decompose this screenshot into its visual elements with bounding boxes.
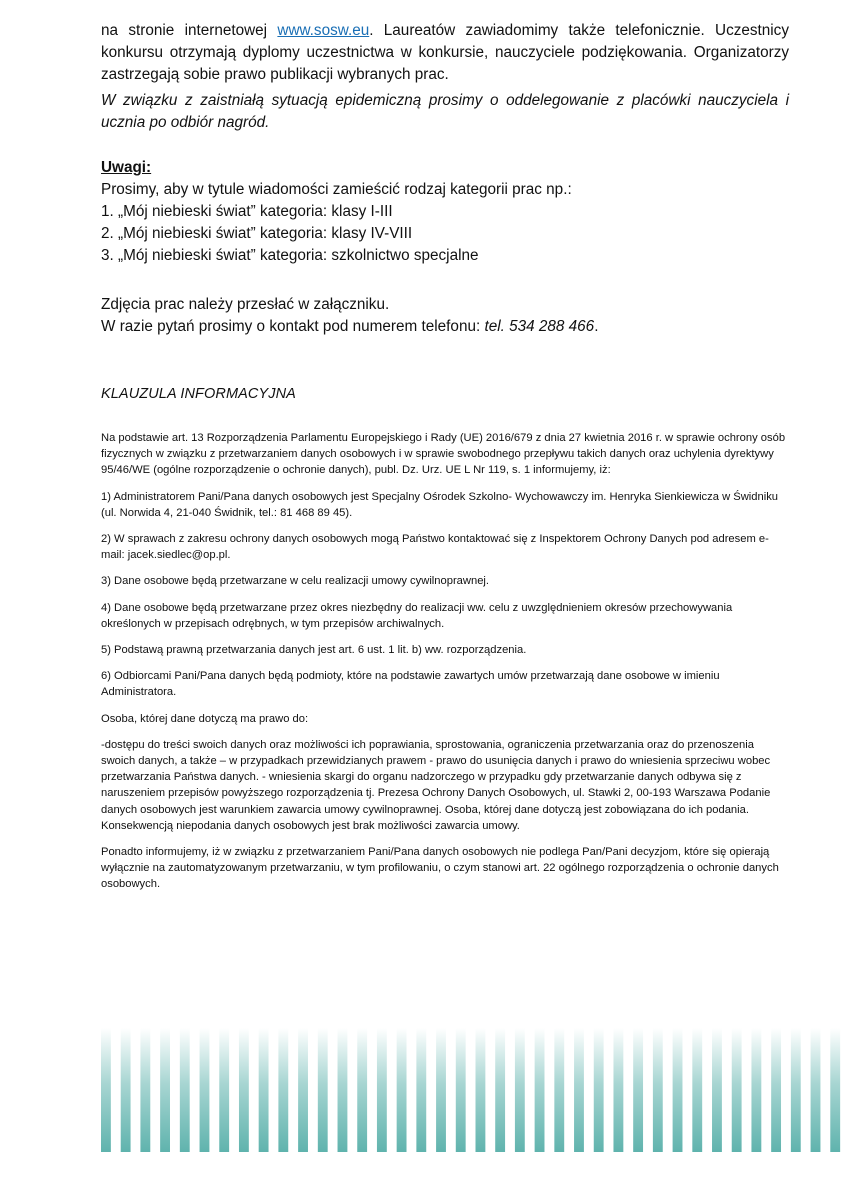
decor-stripe <box>140 1028 150 1152</box>
decor-stripe <box>180 1028 190 1152</box>
remarks-section <box>101 157 789 267</box>
contact-line <box>101 316 789 338</box>
attachment-note: Zdjęcia prac należy przesłać w załączniku. <box>101 296 390 313</box>
category-item-3: 3. „Mój niebieski świat” kategoria: szkolnictwo specjalne <box>101 247 479 264</box>
clause-paragraph: 5) Podstawą prawną przetwarzania danych jest art. 6 ust. 1 lit. b) ww. rozporządzenia. <box>101 644 527 657</box>
decor-stripe <box>692 1028 702 1152</box>
decor-stripe <box>633 1028 643 1152</box>
decor-stripe <box>673 1028 683 1152</box>
category-item-2: 2. „Mój niebieski świat” kategoria: klasy IV-VIII <box>101 225 413 242</box>
decor-stripe <box>830 1028 840 1152</box>
decor-stripe <box>357 1028 367 1152</box>
clause-paragraph: Osoba, której dane dotyczą ma prawo do: <box>101 712 309 725</box>
intro-text-rest: . Laureatów zawiadomimy także telefonicznie. Uczestnicy konkursu otrzymają dyplomy uczestnictwa w konkursie, nauczyciele podziękowania. Organizatorzy zastrzegają sobie prawo publikacji wybranych prac. <box>101 22 789 83</box>
phone-number: tel. 534 288 466 <box>484 318 595 335</box>
remarks-heading: Uwagi: <box>101 159 152 176</box>
clause-paragraph: 3) Dane osobowe będą przetwarzane w celu realizacji umowy cywilnoprawnej. <box>101 575 490 588</box>
clause-paragraph: Ponadto informujemy, iż w związku z przetwarzaniem Pani/Pana danych osobowych nie podlega Pan/Pani decyzjom, które się opierają wyłącznie na zautomatyzowanym przetwarzaniu, w tym profilowaniu, o czym stanowi art. 22 ogólnego rozporządzenia o ochronie danych osobowych. <box>101 846 779 891</box>
decor-stripe <box>594 1028 604 1152</box>
remarks-lead: Prosimy, aby w tytule wiadomości zamieścić rodzaj kategorii prac np.: <box>101 181 572 198</box>
decor-stripe <box>121 1028 131 1152</box>
decor-stripe <box>791 1028 801 1152</box>
intro-text-start: na stronie internetowej <box>101 22 278 39</box>
decor-stripe <box>574 1028 584 1152</box>
clause-paragraph: 2) W sprawach z zakresu ochrony danych osobowych mogą Państwo kontaktować się z Inspektorem Ochrony Danych pod adresem e-mail: jacek.siedlec@op.pl. <box>101 533 769 562</box>
clause-paragraph: -dostępu do treści swoich danych oraz możliwości ich poprawiania, sprostowania, ograniczenia przetwarzania oraz do przenoszenia swoich danych, a także – w przypadkach przewidzianych prawem - prawo do usunięcia danych i prawo do wniesienia sprzeciwu wobec przetwarzania Państwa danych. - wniesienia skargi do organu nadzorczego w przypadku gdy przetwarzanie danych odbywa się z naruszeniem przepisów powyższego rozporządzenia tj. Prezesa Ochrony Danych Osobowych, ul. Stawki 2, 00-193 Warszawa Podanie danych osobowych jest warunkiem zawarcia umowy cywilnoprawnej. Osoba, której dane dotyczą jest zobowiązana do ich podania. Konsekwencją niepodania danych osobowych jest brak możliwości zawarcia umowy. <box>101 738 771 832</box>
decor-stripe <box>436 1028 446 1152</box>
website-link[interactable]: www.sosw.eu <box>277 22 370 39</box>
decor-stripe <box>495 1028 505 1152</box>
decor-stripe <box>259 1028 269 1152</box>
decor-stripe <box>732 1028 742 1152</box>
decor-stripe <box>318 1028 328 1152</box>
decor-stripe <box>397 1028 407 1152</box>
decor-stripe <box>535 1028 545 1152</box>
decor-stripe <box>101 1028 111 1152</box>
decor-stripe <box>811 1028 821 1152</box>
decor-stripe <box>515 1028 525 1152</box>
decor-stripe <box>278 1028 288 1152</box>
decor-stripe <box>298 1028 308 1152</box>
clause-body <box>101 430 791 903</box>
category-item-1: 1. „Mój niebieski świat” kategoria: klasy I-III <box>101 203 393 220</box>
decor-stripe <box>554 1028 564 1152</box>
decorative-stripes <box>100 1028 849 1152</box>
epidemic-note: W związku z zaistniałą sytuacją epidemiczną prosimy o oddelegowanie z placówki nauczyciela i ucznia po odbiór nagród. <box>101 92 789 131</box>
clause-paragraph: 1) Administratorem Pani/Pana danych osobowych jest Specjalny Ośrodek Szkolno- Wychowawczy im. Henryka Sienkiewicza w Świdniku (ul. Norwida 4, 21-040 Świdnik, tel.: 81 468 89 45). <box>101 490 779 519</box>
decor-stripe <box>239 1028 249 1152</box>
clause-paragraph: 4) Dane osobowe będą przetwarzane przez okres niezbędny do realizacji ww. celu z uwzględnieniem okresów przechowywania określonych w przepisach odrębnych, w tym przepisów archiwalnych. <box>101 601 733 630</box>
clause-title: KLAUZULA INFORMACYJNA <box>101 386 296 402</box>
decor-stripe <box>712 1028 722 1152</box>
decor-stripe <box>338 1028 348 1152</box>
decor-stripe <box>613 1028 623 1152</box>
decor-stripe <box>771 1028 781 1152</box>
contact-text: W razie pytań prosimy o kontakt pod numerem telefonu: <box>101 318 485 335</box>
decor-stripe <box>456 1028 466 1152</box>
decor-stripe <box>751 1028 761 1152</box>
decor-stripe <box>476 1028 486 1152</box>
decor-stripe <box>377 1028 387 1152</box>
decor-stripe <box>160 1028 170 1152</box>
decor-stripe <box>200 1028 210 1152</box>
intro-paragraph <box>101 20 789 86</box>
decor-stripe <box>219 1028 229 1152</box>
clause-paragraph: Na podstawie art. 13 Rozporządzenia Parlamentu Europejskiego i Rady (UE) 2016/679 z dnia 27 kwietnia 2016 r. w sprawie ochrony osób fizycznych w związku z przetwarzaniem danych osobowych i w sprawie swobodnego przepływu takich danych oraz uchylenia dyrektywy 95/46/WE (ogólne rozporządzenie o ochronie danych), publ. Dz. Urz. UE L Nr 119, s. 1 informujemy, iż: <box>101 432 786 477</box>
contact-period: . <box>594 318 599 335</box>
decor-stripe <box>653 1028 663 1152</box>
clause-paragraph: 6) Odbiorcami Pani/Pana danych będą podmioty, które na podstawie zawartych umów przetwarzają dane osobowe w imieniu Administratora. <box>101 670 720 699</box>
decor-stripe <box>416 1028 426 1152</box>
